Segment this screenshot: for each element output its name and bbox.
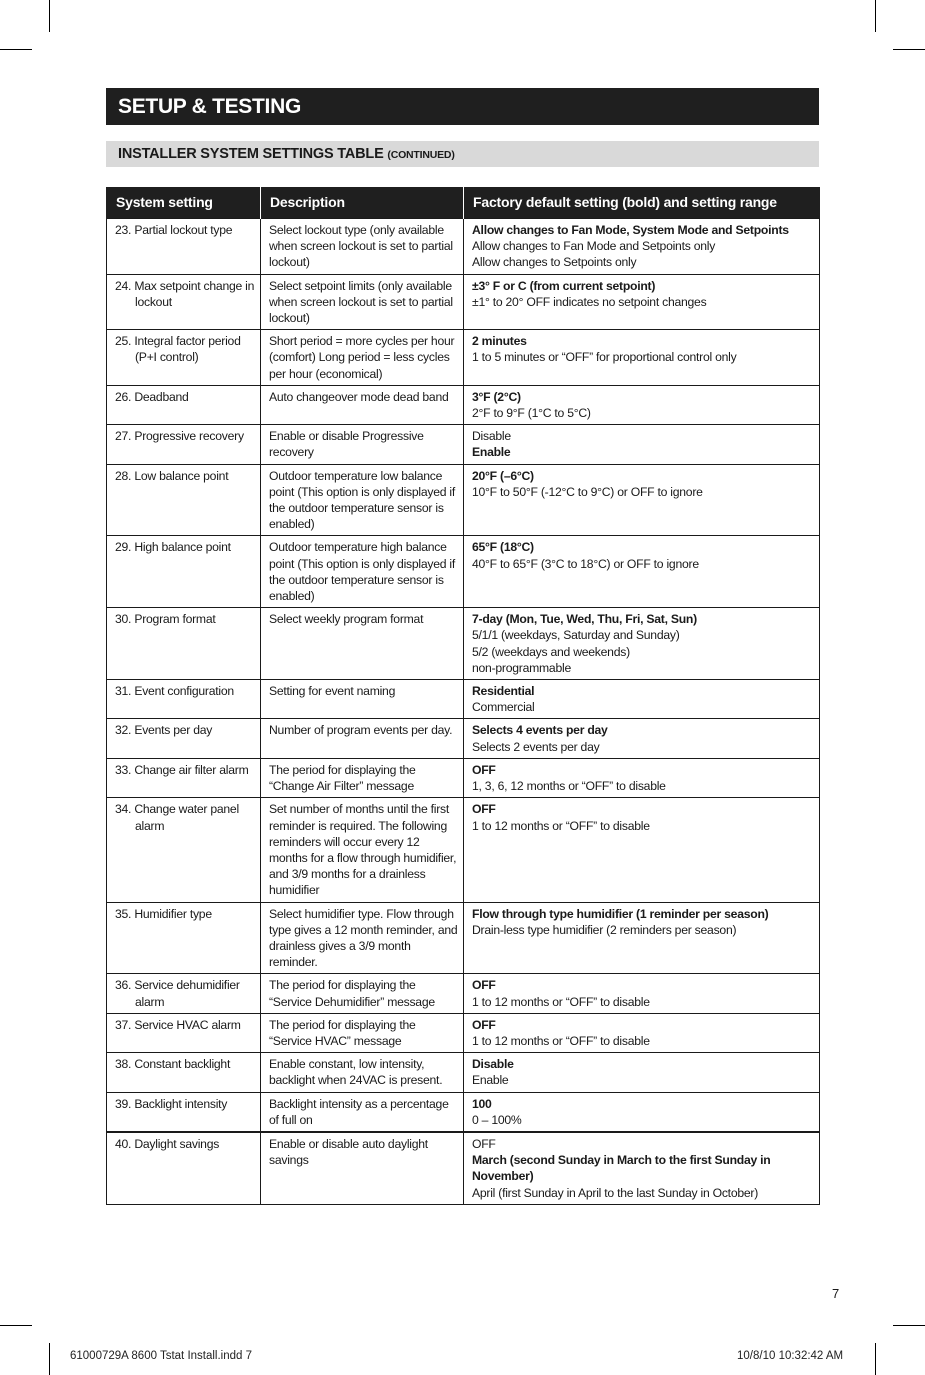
range-option: 0 – 100% [472,1112,522,1127]
default-value: OFF [472,802,496,817]
setting-cell [107,974,261,1013]
setting-name: 27. Progressive recovery [115,429,244,444]
crop-mark [875,1343,876,1375]
default-range-cell [464,1013,820,1052]
setting-name: 36. Service dehumidifier alarm [115,978,240,1009]
default-range-cell [464,1132,820,1204]
default-value: 65°F (18°C) [472,540,534,555]
description-cell: Enable or disable auto daylight savings [261,1132,464,1204]
setting-name: 33. Change air filter alarm [115,762,249,777]
table-row [107,464,820,536]
section-title-text: INSTALLER SYSTEM SETTINGS TABLE [118,146,384,162]
continued-label: (CONTINUED) [387,149,455,161]
footer-file-slug: 61000729A 8600 Tstat Install.indd 7 [70,1350,253,1362]
description-cell: Outdoor temperature low balance point (This option is only displayed if the outdoor temperature sensor is enabled) [261,464,464,536]
range-option: Allow changes to Fan Mode and Setpoints only [472,239,716,254]
default-range-cell [464,608,820,680]
range-option: Allow changes to Setpoints only [472,255,637,270]
description-cell: Select setpoint limits (only available when screen lockout is set to partial lockout) [261,274,464,330]
range-option: Commercial [472,700,535,715]
range-option: 1 to 12 months or “OFF” to disable [472,994,650,1009]
default-range-cell [464,758,820,797]
range-option: Enable [472,1073,509,1088]
setting-cell [107,902,261,974]
default-range-cell [464,385,820,424]
default-range-cell [464,536,820,608]
default-value: 2 minutes [472,334,527,349]
crop-mark [0,49,32,50]
default-value: OFF [472,762,496,777]
default-range-cell [464,719,820,758]
table-row [107,1092,820,1132]
crop-mark [49,0,50,32]
default-range-cell [464,1092,820,1132]
range-option: April (first Sunday in April to the last Sunday in October) [472,1185,759,1200]
description-cell: Select lockout type (only available when screen lockout is set to partial lockout) [261,219,464,275]
default-range-cell [464,680,820,719]
range-option: Selects 2 events per day [472,739,600,754]
description-cell: Number of program events per day. [261,719,464,758]
default-value: 20°F (–6°C) [472,468,534,483]
description-cell: Short period = more cycles per hour (comfort) Long period = less cycles per hour (economical) [261,330,464,386]
description-cell: Outdoor temperature high balance point (This option is only displayed if the outdoor temperature sensor is enabled) [261,536,464,608]
setting-cell [107,464,261,536]
range-option: 10°F to 50°F (-12°C to 9°C) or OFF to ignore [472,484,703,499]
default-range-cell [464,219,820,275]
range-option: 1, 3, 6, 12 months or “OFF” to disable [472,779,666,794]
range-option: 5/2 (weekdays and weekends) [472,644,630,659]
default-range-cell [464,1053,820,1092]
setting-name: 26. Deadband [115,389,189,404]
description-cell: Auto changeover mode dead band [261,385,464,424]
description-cell: Select humidifier type. Flow through type gives a 12 month reminder, and drainless gives a 3/9 month reminder. [261,902,464,974]
default-value: 3°F (2°C) [472,389,521,404]
description-cell: Enable constant, low intensity, backlight when 24VAC is present. [261,1053,464,1092]
setting-name: 35. Humidifier type [115,906,212,921]
description-cell: Setting for event naming [261,680,464,719]
default-range-cell [464,425,820,464]
setting-cell [107,219,261,275]
setting-name: 37. Service HVAC alarm [115,1017,241,1032]
crop-mark [49,1343,50,1375]
setting-cell [107,1092,261,1132]
default-value: Residential [472,684,535,699]
default-value: March (second Sunday in March to the first Sunday in November) [472,1153,771,1184]
setting-cell [107,425,261,464]
default-value: Flow through type humidifier (1 reminder per season) [472,906,769,921]
range-option: 5/1/1 (weekdays, Saturday and Sunday) [472,628,680,643]
crop-mark [893,1325,925,1326]
crop-mark [0,1325,32,1326]
default-value: OFF [472,978,496,993]
default-range-cell [464,974,820,1013]
description-cell: Select weekly program format [261,608,464,680]
page-title: SETUP & TESTING [106,88,819,125]
default-value: Selects 4 events per day [472,723,608,738]
setting-name: 38. Constant backlight [115,1057,231,1072]
range-option: ±1° to 20° OFF indicates no setpoint changes [472,294,707,309]
default-value: Enable [472,445,511,460]
setting-name: 29. High balance point [115,540,231,555]
setting-cell [107,719,261,758]
table-row [107,974,820,1013]
setting-cell [107,1013,261,1052]
setting-name: 24. Max setpoint change in lockout [115,278,255,309]
table-row [107,274,820,330]
crop-mark [875,0,876,32]
setting-name: 25. Integral factor period (P+I control) [115,334,241,365]
table-row [107,902,820,974]
default-range-cell [464,902,820,974]
range-option: 1 to 5 minutes or “OFF” for proportional control only [472,350,737,365]
default-value: 100 [472,1096,492,1111]
default-value: 7-day (Mon, Tue, Wed, Thu, Fri, Sat, Sun) [472,612,697,627]
setting-cell [107,1053,261,1092]
page-number: 7 [832,1286,840,1301]
crop-mark [893,49,925,50]
table-row [107,330,820,386]
default-range-cell [464,798,820,902]
setting-cell [107,758,261,797]
description-cell: Backlight intensity as a percentage of full on [261,1092,464,1132]
range-option: non-programmable [472,660,571,675]
column-header-setting: System setting [107,187,261,219]
description-cell: Enable or disable Progressive recovery [261,425,464,464]
option-text: Disable [472,429,511,444]
table-row [107,758,820,797]
footer-timestamp: 10/8/10 10:32:42 AM [737,1350,844,1362]
default-value: Allow changes to Fan Mode, System Mode and Setpoints [472,223,789,237]
setting-cell [107,330,261,386]
description-cell: The period for displaying the “Change Air Filter” message [261,758,464,797]
setting-name: 28. Low balance point [115,468,229,483]
section-title [106,141,819,167]
table-row [107,1132,820,1204]
column-header-default: Factory default setting (bold) and setting range [464,187,820,219]
description-cell: The period for displaying the “Service Dehumidifier” message [261,974,464,1013]
range-option: 1 to 12 months or “OFF” to disable [472,818,650,833]
description-cell: The period for displaying the “Service HVAC” message [261,1013,464,1052]
setting-name: 32. Events per day [115,723,213,738]
table-row [107,1053,820,1092]
table-row [107,719,820,758]
option-text: OFF [472,1136,496,1151]
setting-cell [107,1132,261,1204]
setting-name: 34. Change water panel alarm [115,802,239,833]
setting-cell [107,385,261,424]
table-row [107,536,820,608]
default-range-cell [464,464,820,536]
table-header-row [107,187,820,219]
table-row [107,385,820,424]
setting-name: 23. Partial lockout type [115,223,233,237]
table-row [107,680,820,719]
table-row [107,1013,820,1052]
default-value: ±3° F or C (from current setpoint) [472,278,656,293]
default-value: Disable [472,1057,514,1072]
default-range-cell [464,274,820,330]
setting-name: 39. Backlight intensity [115,1096,228,1111]
setting-name: 30. Program format [115,612,216,627]
range-option: 40°F to 65°F (3°C to 18°C) or OFF to ignore [472,556,699,571]
range-option: 2°F to 9°F (1°C to 5°C) [472,406,591,421]
column-header-description: Description [261,187,464,219]
setting-name: 31. Event configuration [115,684,234,699]
table-row [107,798,820,902]
table-row [107,425,820,464]
table-row [107,219,820,275]
setting-cell [107,608,261,680]
settings-table [106,187,820,1205]
setting-name: 40. Daylight savings [115,1136,220,1151]
description-cell: Set number of months until the first reminder is required. The following reminders will occur every 12 months for a flow through humidifier, and 3/9 months for a drainless humidifier [261,798,464,902]
default-value: OFF [472,1017,496,1032]
setting-cell [107,680,261,719]
range-option: 1 to 12 months or “OFF” to disable [472,1033,650,1048]
default-range-cell [464,330,820,386]
range-option: Drain-less type humidifier (2 reminders per season) [472,922,737,937]
setting-cell [107,274,261,330]
table-row [107,608,820,680]
setting-cell [107,536,261,608]
setting-cell [107,798,261,902]
